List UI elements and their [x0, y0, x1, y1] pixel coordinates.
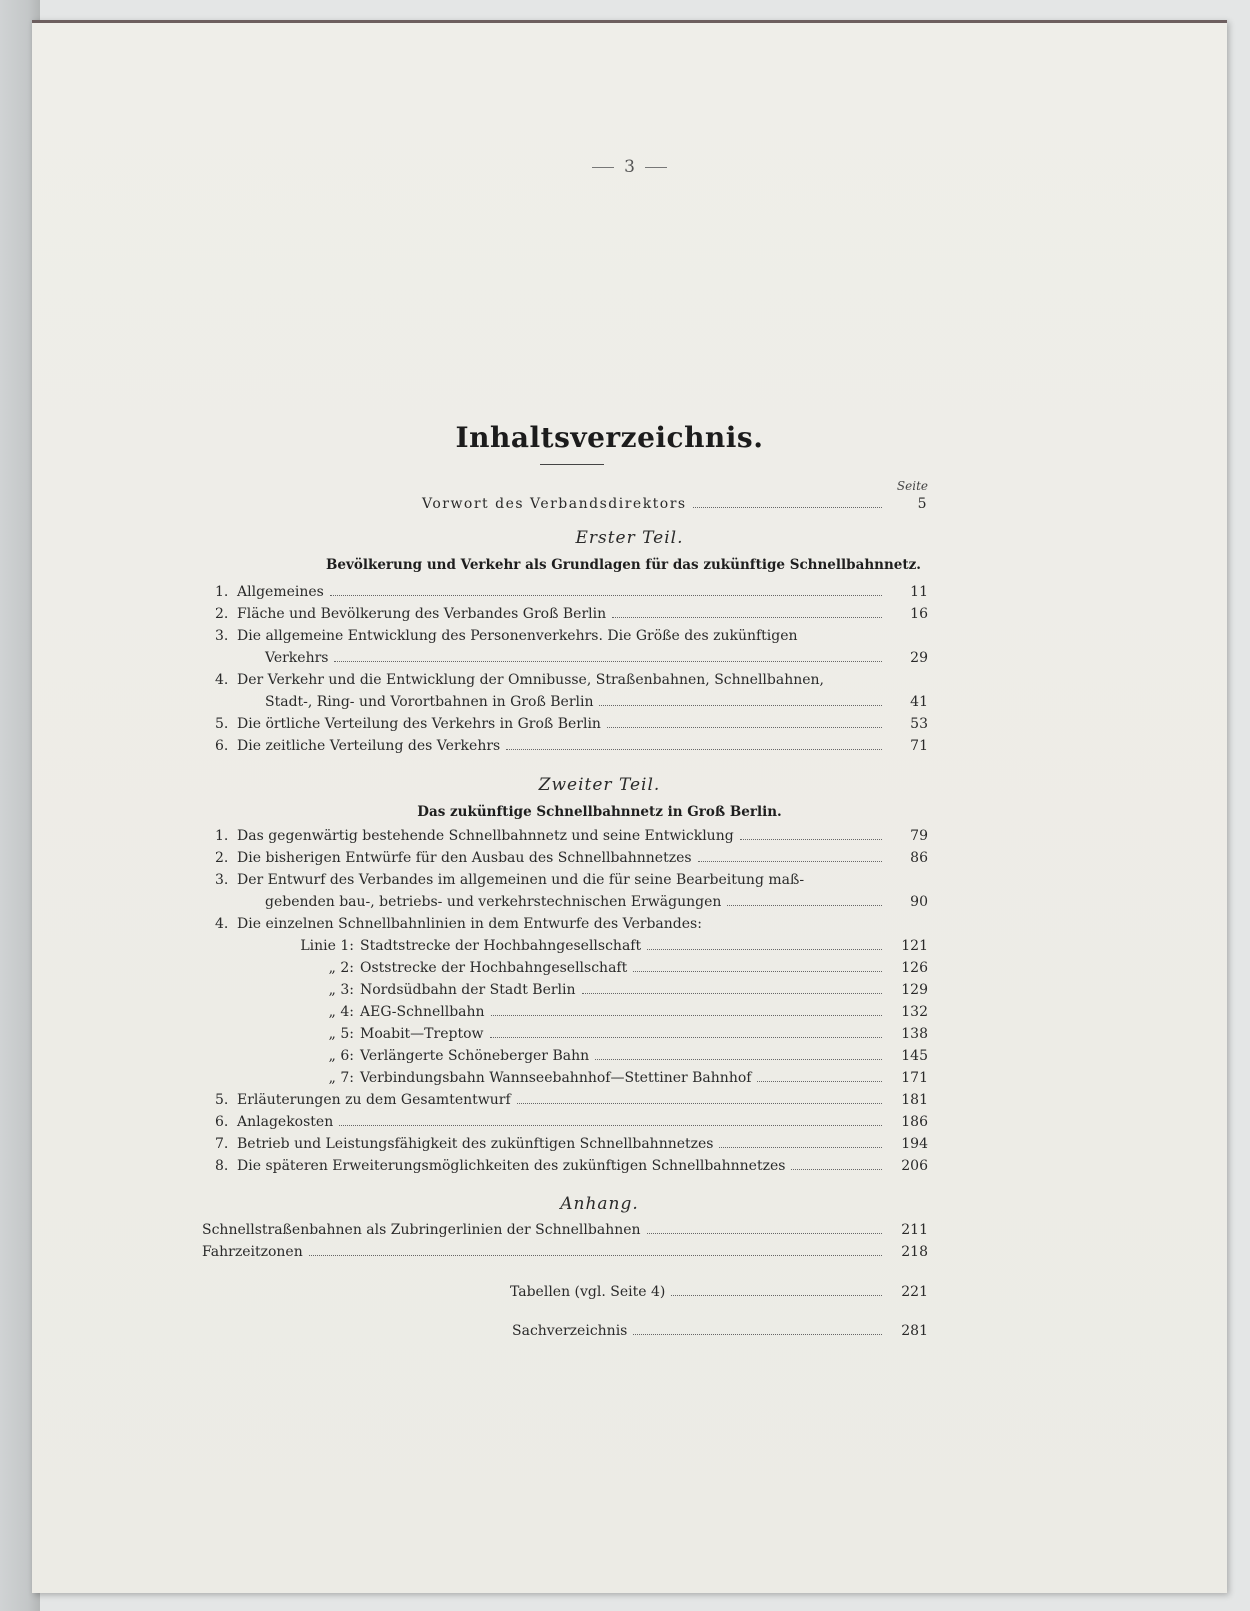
section-subtitle-teil1: Bevölkerung und Verkehr als Grundlagen für das zukünftige Schnellbahnnetz. — [326, 557, 921, 573]
toc-entry: 8. Die späteren Erweiterungsmöglichkeiten des zukünftigen Schnellbahnnetzes 206 — [215, 1158, 928, 1174]
toc-entry: 7. Betrieb und Leistungsfähigkeit des zukünftigen Schnellbahnnetzes 194 — [215, 1136, 928, 1152]
toc-entry: 1. Allgemeines 11 — [215, 584, 928, 600]
toc-entry: 3. Die allgemeine Entwicklung des Personenverkehrs. Die Größe des zukünftigen — [215, 628, 798, 644]
toc-entry-continuation: Verkehrs 29 — [265, 650, 928, 666]
toc-entry: 2. Fläche und Bevölkerung des Verbandes Groß Berlin 16 — [215, 606, 928, 622]
toc-entry-sachverzeichnis: Sachverzeichnis 281 — [512, 1323, 928, 1339]
toc-entry: 4. Der Verkehr und die Entwicklung der Omnibusse, Straßenbahnen, Schnellbahnen, — [215, 672, 824, 688]
toc-entry: 3. Der Entwurf des Verbandes im allgemeinen und die für seine Bearbeitung maß- — [215, 872, 805, 888]
book-page — [32, 20, 1227, 1593]
seite-column-label: Seite — [896, 479, 928, 493]
toc-linie-entry: „ 7: Verbindungsbahn Wannseebahnhof—Stettiner Bahnhof 171 — [328, 1070, 928, 1086]
section-title-anhang: Anhang. — [560, 1194, 639, 1214]
toc-entry: 1. Das gegenwärtig bestehende Schnellbahnnetz und seine Entwicklung 79 — [215, 828, 928, 844]
toc-entry-tabellen: Tabellen (vgl. Seite 4) 221 — [510, 1284, 928, 1300]
toc-entry-continuation: Stadt-, Ring- und Vorortbahnen in Groß Berlin 41 — [265, 694, 928, 710]
toc-linie-entry: Linie 1: Stadtstrecke der Hochbahngesellschaft 121 — [300, 938, 928, 954]
toc-entry: 4. Die einzelnen Schnellbahnlinien in dem Entwurfe des Verbandes: — [215, 916, 702, 932]
toc-entry: 2. Die bisherigen Entwürfe für den Ausbau des Schnellbahnnetzes 86 — [215, 850, 928, 866]
toc-linie-entry: „ 5: Moabit—Treptow 138 — [328, 1026, 928, 1042]
toc-entry: 6. Die zeitliche Verteilung des Verkehrs 71 — [215, 738, 928, 754]
page-title: Inhaltsverzeichnis. — [455, 421, 764, 454]
section-subtitle-teil2: Das zukünftige Schnellbahnnetz in Groß Berlin. — [417, 804, 782, 820]
toc-entry: 5. Erläuterungen zu dem Gesamtentwurf 181 — [215, 1092, 928, 1108]
toc-linie-entry: „ 2: Oststrecke der Hochbahngesellschaft 126 — [328, 960, 928, 976]
toc-entry: 5. Die örtliche Verteilung des Verkehrs in Groß Berlin 53 — [215, 716, 928, 732]
title-divider — [540, 464, 604, 465]
toc-linie-entry: „ 3: Nordsüdbahn der Stadt Berlin 129 — [328, 982, 928, 998]
toc-entry: Fahrzeitzonen 218 — [202, 1244, 928, 1260]
toc-linie-entry: „ 6: Verlängerte Schöneberger Bahn 145 — [328, 1048, 928, 1064]
page-number: 3 — [32, 157, 1227, 177]
toc-entry: 6. Anlagekosten 186 — [215, 1114, 928, 1130]
toc-entry-continuation: gebenden bau-, betriebs- und verkehrstechnischen Erwägungen 90 — [265, 894, 928, 910]
section-title-teil1: Erster Teil. — [575, 528, 684, 548]
toc-linie-entry: „ 4: AEG-Schnellbahn 132 — [328, 1004, 928, 1020]
toc-entry-vorwort: Vorwort des Verbandsdirektors 5 — [422, 496, 928, 512]
section-title-teil2: Zweiter Teil. — [538, 775, 661, 795]
toc-entry: Schnellstraßenbahnen als Zubringerlinien der Schnellbahnen 211 — [202, 1222, 928, 1238]
